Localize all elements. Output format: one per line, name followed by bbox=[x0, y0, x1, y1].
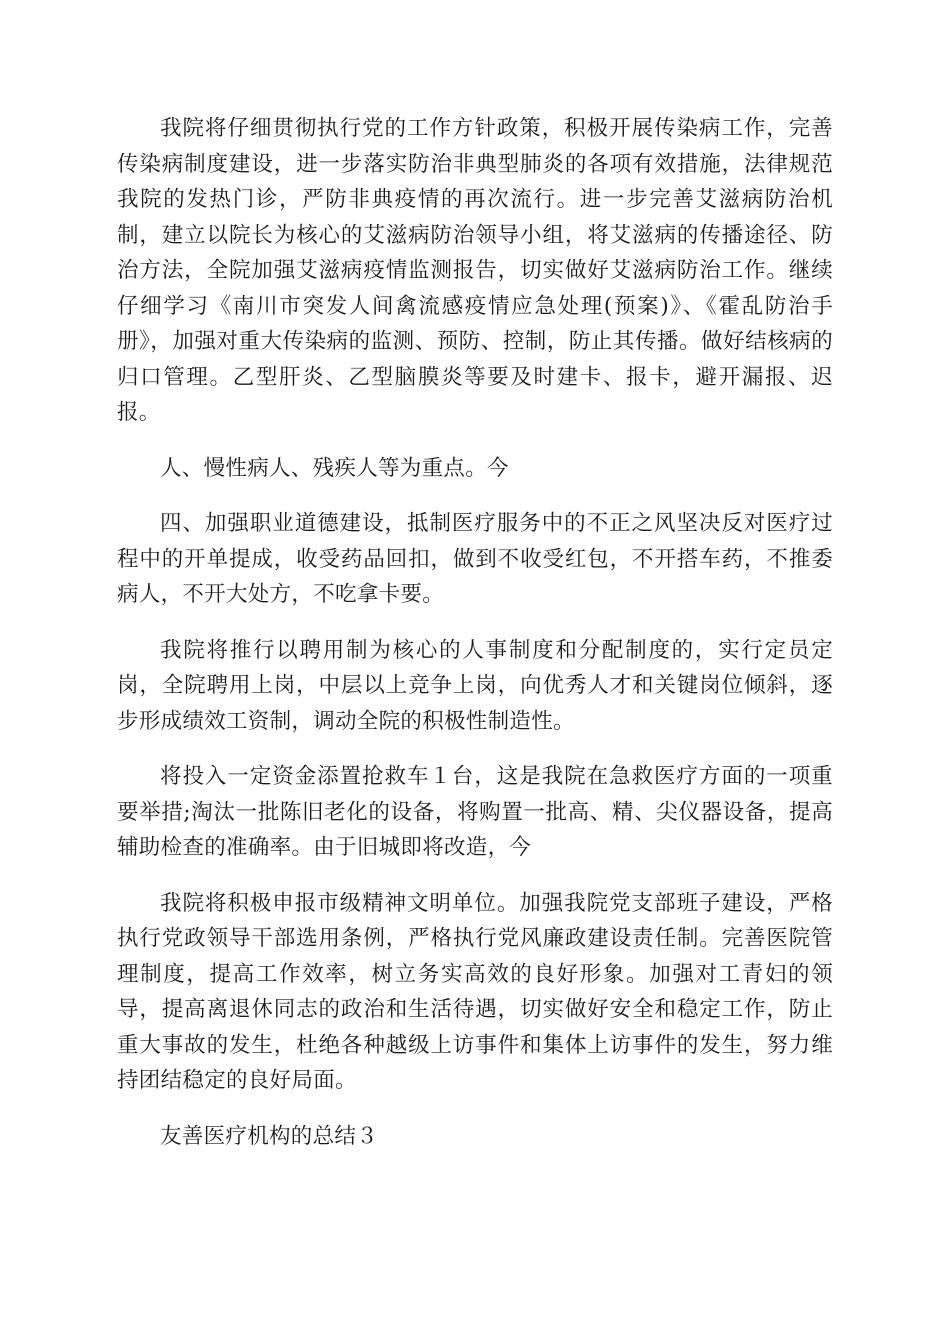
paragraph-civilization-unit: 我院将积极申报市级精神文明单位。加强我院党支部班子建设，严格执行党政领导干部选用条例，严格执行党风廉政建设责任制。完善医院管理制度，提高工作效率，树立务实高效的良好形象。加强对工青妇的领导，提高离退休同志的政治和生活待遇，切实做好安全和稳定工作，防止重大事故的发生，杜绝各种越级上访事件和集体上访事件的发生，努力维持团结稳定的良好局面。 bbox=[117, 890, 833, 1093]
paragraph-professional-ethics: 四、加强职业道德建设，抵制医疗服务中的不正之风坚决反对医疗过程中的开单提成，收受药品回扣，做到不收受红包，不开搭车药，不推委病人，不开大处方，不吃拿卡要。 bbox=[117, 511, 833, 607]
paragraph-section-heading: 友善医疗机构的总结３ bbox=[160, 1123, 379, 1149]
paragraph-infectious-disease: 我院将仔细贯彻执行党的工作方针政策，积极开展传染病工作，完善传染病制度建设，进一步落实防治非典型肺炎的各项有效措施，法律规范我院的发热门诊，严防非典疫情的再次流行。进一步完善艾滋病防治机制，建立以院长为核心的艾滋病防治领导小组，将艾滋病的传播途径、防治方法，全院加强艾滋病疫情监测报告，切实做好艾滋病防治工作。继续仔细学习《南川市突发人间禽流感疫情应急处理(预案)》、《霍乱防治手册》，加强对重大传染病的监测、预防、控制，防止其传播。做好结核病的归口管理。乙型肝炎、乙型脑膜炎等要及时建卡、报卡，避开漏报、迟报。 bbox=[117, 116, 833, 425]
paragraph-personnel-system: 我院将推行以聘用制为核心的人事制度和分配制度的，实行定员定岗，全院聘用上岗，中层以上竞争上岗，向优秀人才和关键岗位倾斜，逐步形成绩效工资制，调动全院的积极性制造性。 bbox=[117, 637, 833, 734]
paragraph-patients-focus: 人、慢性病人、残疾人等为重点。今 bbox=[160, 455, 509, 481]
paragraph-equipment: 将投入一定资金添置抢救车１台，这是我院在急救医疗方面的一项重要举措;淘汰一批陈旧老化的设备，将购置一批高、精、尖仪器设备，提高辅助检查的准确率。由于旧城即将改造，今 bbox=[117, 764, 833, 860]
